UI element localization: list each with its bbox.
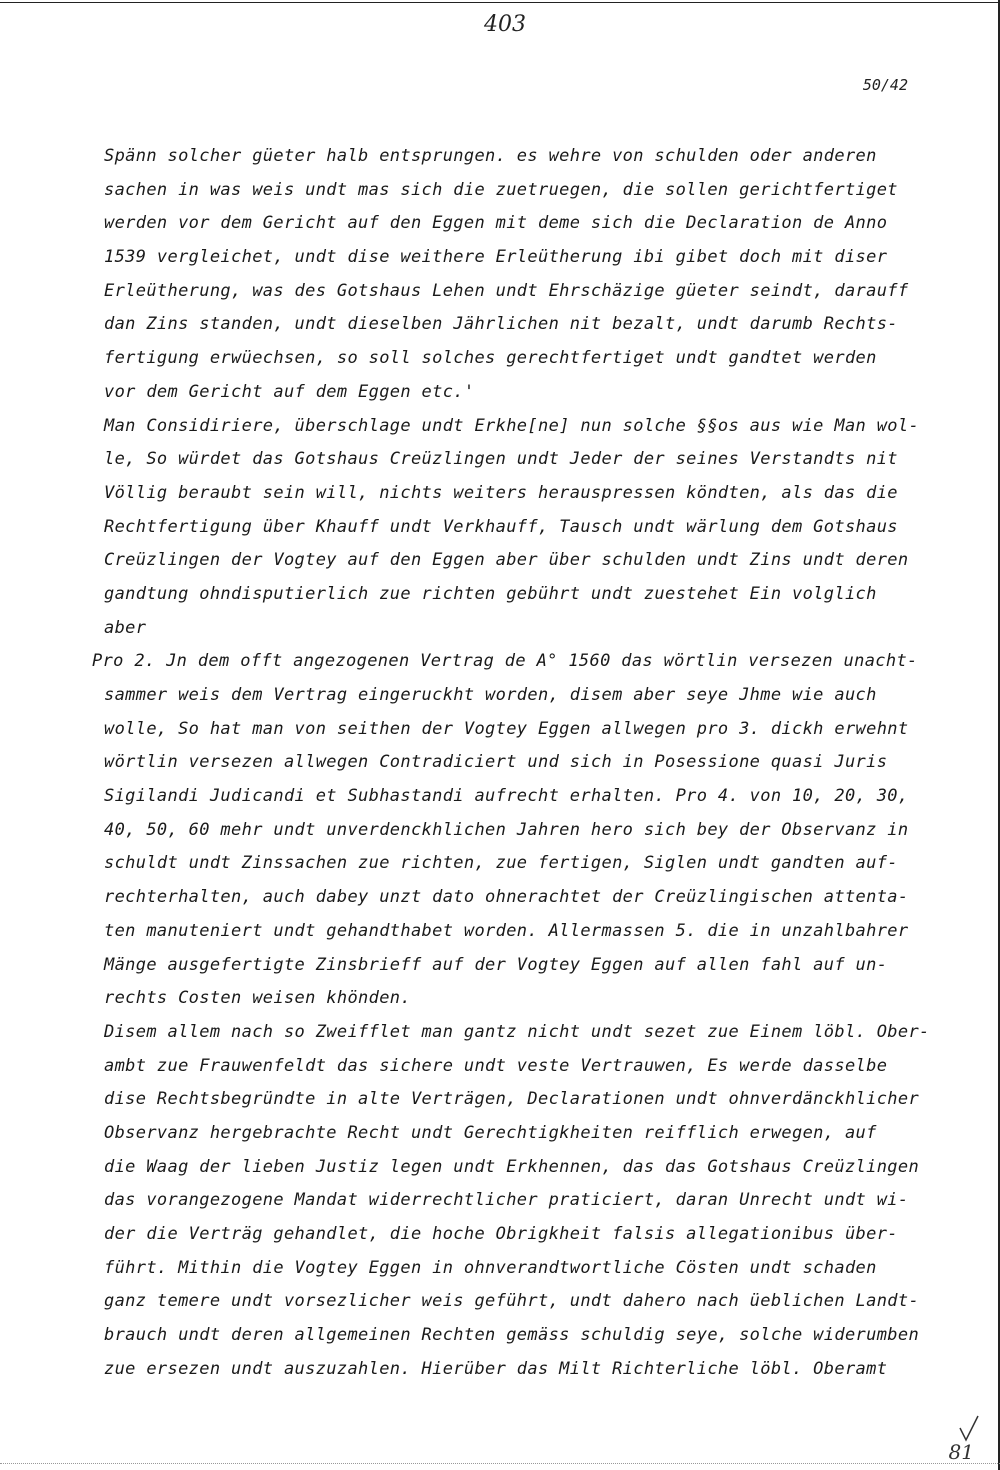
text-line: 1539 vergleichet, undt dise weithere Erleütherung ibi gibet doch mit diser (104, 247, 888, 268)
text-line: aber (104, 617, 147, 638)
text-line: wörtlin versezen allwegen Contradiciert und sich in Posessione quasi Juris (104, 752, 888, 773)
text-line: ten manuteniert undt gehandthabet worden. Allermassen 5. die in unzahlbahrer (104, 920, 909, 941)
folio-number: 403 (484, 12, 526, 37)
check-mark-icon (938, 1414, 982, 1466)
text-line: Rechtfertigung über Khauff undt Verkhauff, Tausch undt wärlung dem Gotshaus (104, 516, 898, 537)
scan-edge-bottom (0, 1462, 1000, 1464)
text-line: rechterhalten, auch dabey unzt dato ohnerachtet der Creüzlingischen attenta- (104, 887, 909, 908)
text-line: zue ersezen undt auszuzahlen. Hierüber das Milt Richterliche löbl. Oberamt (104, 1358, 888, 1379)
text-line: sachen in was weis undt mas sich die zuetruegen, die sollen gerichtfertiget (104, 179, 898, 200)
text-line: der die Verträg gehandlet, die hoche Obrigkheit falsis allegationibus über- (104, 1224, 898, 1244)
text-line: Disem allem nach so Zweifflet man gantz nicht undt sezet zue Einem löbl. Ober- (104, 1021, 930, 1042)
text-line: gandtung ohndisputierlich zue richten gebührt undt zuestehet Ein volglich (104, 583, 877, 604)
signature-mark: 81 (948, 1440, 974, 1464)
text-line: Spänn solcher güeter halb entsprungen. es wehre von schulden oder anderen (104, 146, 877, 166)
page-number: 50/42 (862, 76, 908, 94)
text-line: sammer weis dem Vertrag eingeruckht worden, disem aber seye Jhme wie auch (104, 685, 877, 705)
text-line: Sigilandi Judicandi et Subhastandi aufrecht erhalten. Pro 4. von 10, 20, 30, (104, 786, 909, 807)
text-line: rechts Costen weisen khönden. (104, 988, 411, 1009)
text-line: führt. Mithin die Vogtey Eggen in ohnverandtwortliche Cösten undt schaden (104, 1257, 877, 1278)
text-line: schuldt undt Zinssachen zue richten, zue fertigen, Siglen undt gandten auf- (104, 853, 898, 874)
text-line: wolle, So hat man von seithen der Vogtey Eggen allwegen pro 3. dickh erwehnt (104, 718, 909, 739)
text-line: Erleütherung, was des Gotshaus Lehen undt Ehrschäzige güeter seindt, darauff (104, 280, 909, 301)
text-line: brauch undt deren allgemeinen Rechten gemäss schuldig seye, solche widerumben (104, 1325, 920, 1346)
text-line: Pro 2. Jn dem offt angezogenen Vertrag de A° 1560 das wörtlin versezen unacht- (92, 651, 918, 672)
text-line: dise Rechtsbegründte in alte Verträgen, Declarationen undt ohnverdänckhlicher (104, 1089, 920, 1110)
text-line: Man Considiriere, überschlage undt Erkhe[ne] nun solche §§os aus wie Man wol- (104, 415, 920, 436)
text-line: Creüzlingen der Vogtey auf den Eggen aber über schulden undt Zins undt deren (104, 550, 909, 571)
text-line: die Waag der lieben Justiz legen undt Erkhennen, das das Gotshaus Creüzlingen (104, 1156, 920, 1177)
text-line: Völlig beraubt sein will, nichts weiters herauspressen köndten, als das die (104, 482, 898, 503)
text-line: Observanz hergebrachte Recht undt Gerechtigkheiten reifflich erwegen, auf (104, 1122, 877, 1143)
document-body (92, 140, 934, 1386)
text-line: le, So würdet das Gotshaus Creüzlingen undt Jeder der seines Verstandts nit (104, 449, 898, 470)
scan-edge-top (0, 2, 1000, 3)
text-line: vor dem Gericht auf dem Eggen etc.' (104, 381, 475, 402)
text-line: fertigung erwüechsen, so soll solches gerechtfertiget undt gandtet werden (104, 348, 877, 369)
text-line: werden vor dem Gericht auf den Eggen mit deme sich die Declaration de Anno (104, 213, 888, 234)
text-line: 40, 50, 60 mehr undt unverdenckhlichen Jahren hero sich bey der Observanz in (104, 819, 909, 840)
text-line: dan Zins standen, undt dieselben Jährlichen nit bezalt, undt darumb Rechts- (104, 314, 898, 335)
text-line: ganz temere undt vorsezlicher weis geführt, undt dahero nach üeblichen Landt- (104, 1291, 920, 1312)
text-line: ambt zue Frauwenfeldt das sichere undt veste Vertrauwen, Es werde dasselbe (104, 1055, 888, 1076)
text-line: das vorangezogene Mandat widerrechtlicher praticiert, daran Unrecht undt wi- (104, 1190, 909, 1211)
text-line: Mänge ausgefertigte Zinsbrieff auf der Vogtey Eggen auf allen fahl auf un- (104, 954, 888, 975)
